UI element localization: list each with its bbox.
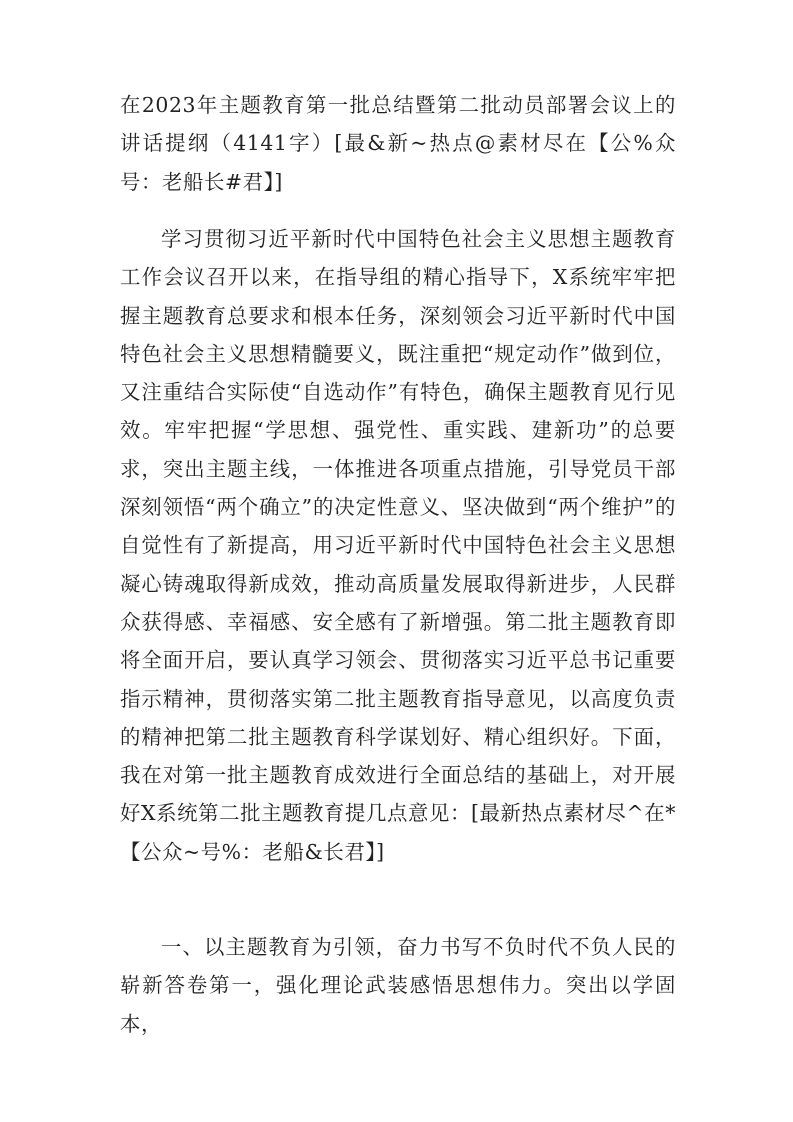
- body-paragraph-1: 学习贯彻习近平新时代中国特色社会主义思想主题教育工作会议召开以来，在指导组的精心指导下，X系统牢牢把握主题教育总要求和根本任务，深刻领会习近平新时代中国特色社会主义思想精髓要义，既注重把“规定动作”做到位，又注重结合实际使“自选动作”有特色，确保主题教育见行见效。牢牢把握“学思想、强党性、重实践、建新功”的总要求，突出主题主线，一体推进各项重点措施，引导党员干部深刻领悟“两个确立”的决定性意义、坚决做到“两个维护”的自觉性有了新提高，用习近平新时代中国特色社会主义思想凝心铸魂取得新成效，推动高质量发展取得新进步，人民群众获得感、幸福感、安全感有了新增强。第二批主题教育即将全面开启，要认真学习领会、贯彻落实习近平总书记重要指示精神，贯彻落实第二批主题教育指导意见，以高度负责的精神把第二批主题教育科学谋划好、精心组织好。下面，我在对第一批主题教育成效进行全面总结的基础上，对开展好X系统第二批主题教育提几点意见：[最新热点素材尽^在*【公众~号%：老船&长君】]: [120, 227, 676, 864]
- document-title: 在2023年主题教育第一批总结暨第二批动员部署会议上的讲话提纲（4141字）[最&新~热点@素材尽在【公%众号：老船长#君】]: [120, 93, 676, 194]
- body-paragraph-2: 一、以主题教育为引领，奋力书写不负时代不负人民的崭新答卷第一，强化理论武装感悟思想伟力。突出以学固本，: [120, 935, 676, 1036]
